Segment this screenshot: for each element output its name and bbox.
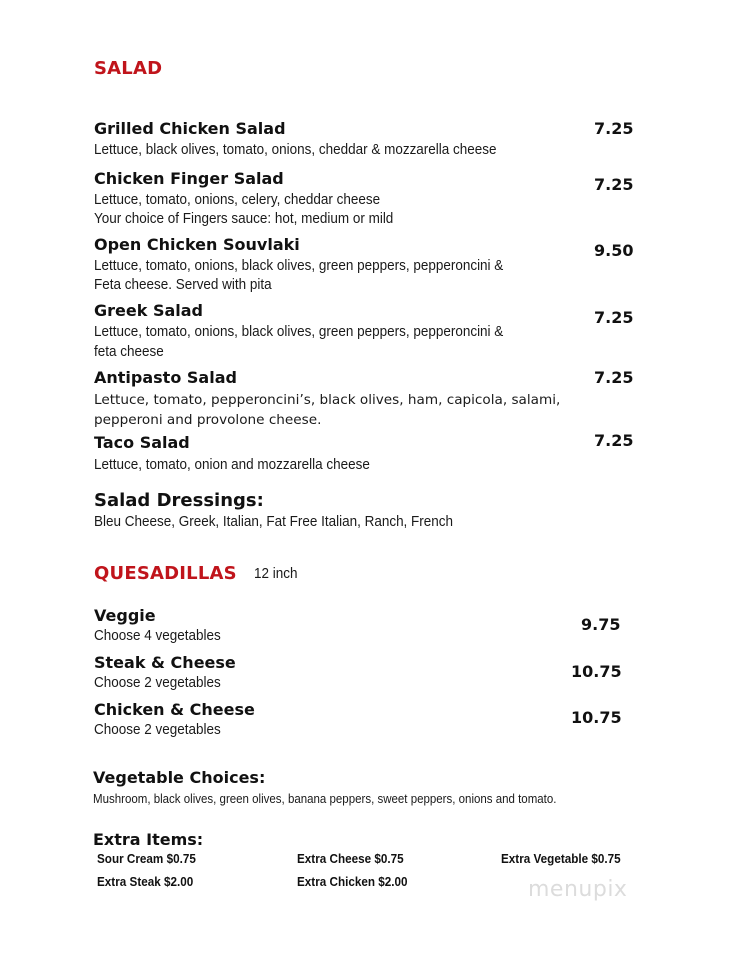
- extra-item: Extra Vegetable $0.75: [501, 851, 621, 866]
- menu-item-description: Choose 2 vegetables: [94, 675, 221, 691]
- quesadillas-section-title: QUESADILLAS: [94, 563, 237, 584]
- salad-dressings-list: Bleu Cheese, Greek, Italian, Fat Free Italian, Ranch, French: [94, 514, 454, 530]
- menu-item-name: Grilled Chicken Salad: [94, 119, 286, 138]
- menu-item-price: 7.25: [594, 431, 634, 450]
- extra-item: Extra Cheese $0.75: [297, 851, 404, 866]
- menu-item-name: Greek Salad: [94, 301, 203, 320]
- extra-item: Sour Cream $0.75: [97, 851, 196, 866]
- extra-item: Extra Steak $2.00: [97, 874, 194, 889]
- extra-item: Extra Chicken $2.00: [297, 874, 408, 889]
- menu-item-description: Choose 4 vegetables: [94, 628, 221, 644]
- menu-item-price: 9.50: [594, 241, 634, 260]
- menu-item-price: 10.75: [571, 662, 622, 681]
- salad-dressings-heading: Salad Dressings:: [94, 490, 264, 511]
- menu-item-description: pepperoni and provolone cheese.: [94, 412, 322, 428]
- menu-item-name: Steak & Cheese: [94, 653, 236, 672]
- menu-item-description: Lettuce, tomato, pepperoncini’s, black olives, ham, capicola, salami,: [94, 392, 561, 408]
- menu-item-price: 7.25: [594, 175, 634, 194]
- menu-item-description: feta cheese: [94, 344, 164, 360]
- salad-section-title: SALAD: [94, 58, 163, 79]
- menu-item-description: Feta cheese. Served with pita: [94, 277, 272, 293]
- menu-item-price: 10.75: [571, 708, 622, 727]
- menu-item-description: Your choice of Fingers sauce: hot, medium or mild: [94, 211, 394, 227]
- menu-item-name: Open Chicken Souvlaki: [94, 235, 300, 254]
- menu-item-name: Chicken Finger Salad: [94, 169, 284, 188]
- menu-item-price: 7.25: [594, 119, 634, 138]
- menu-item-name: Antipasto Salad: [94, 368, 237, 387]
- menupix-watermark: menupix: [528, 877, 628, 902]
- extra-items-heading: Extra Items:: [93, 830, 204, 849]
- menu-item-description: Lettuce, tomato, onions, black olives, green peppers, pepperoncini &: [94, 324, 504, 340]
- menu-item-description: Choose 2 vegetables: [94, 722, 221, 738]
- menu-item-price: 7.25: [594, 368, 634, 387]
- menu-item-description: Lettuce, tomato, onion and mozzarella cheese: [94, 457, 370, 473]
- vegetable-choices-heading: Vegetable Choices:: [93, 768, 266, 787]
- vegetable-choices-list: Mushroom, black olives, green olives, banana peppers, sweet peppers, onions and tomato.: [93, 792, 557, 806]
- menu-item-price: 7.25: [594, 308, 634, 327]
- menu-item-description: Lettuce, tomato, onions, black olives, green peppers, pepperoncini &: [94, 258, 504, 274]
- menu-item-description: Lettuce, black olives, tomato, onions, cheddar & mozzarella cheese: [94, 142, 497, 158]
- menu-item-description: Lettuce, tomato, onions, celery, cheddar cheese: [94, 192, 381, 208]
- menu-item-name: Chicken & Cheese: [94, 700, 255, 719]
- menu-item-price: 9.75: [581, 615, 621, 634]
- menu-item-name: Veggie: [94, 606, 156, 625]
- menu-item-name: Taco Salad: [94, 433, 190, 452]
- quesadillas-size-note: 12 inch: [254, 566, 298, 582]
